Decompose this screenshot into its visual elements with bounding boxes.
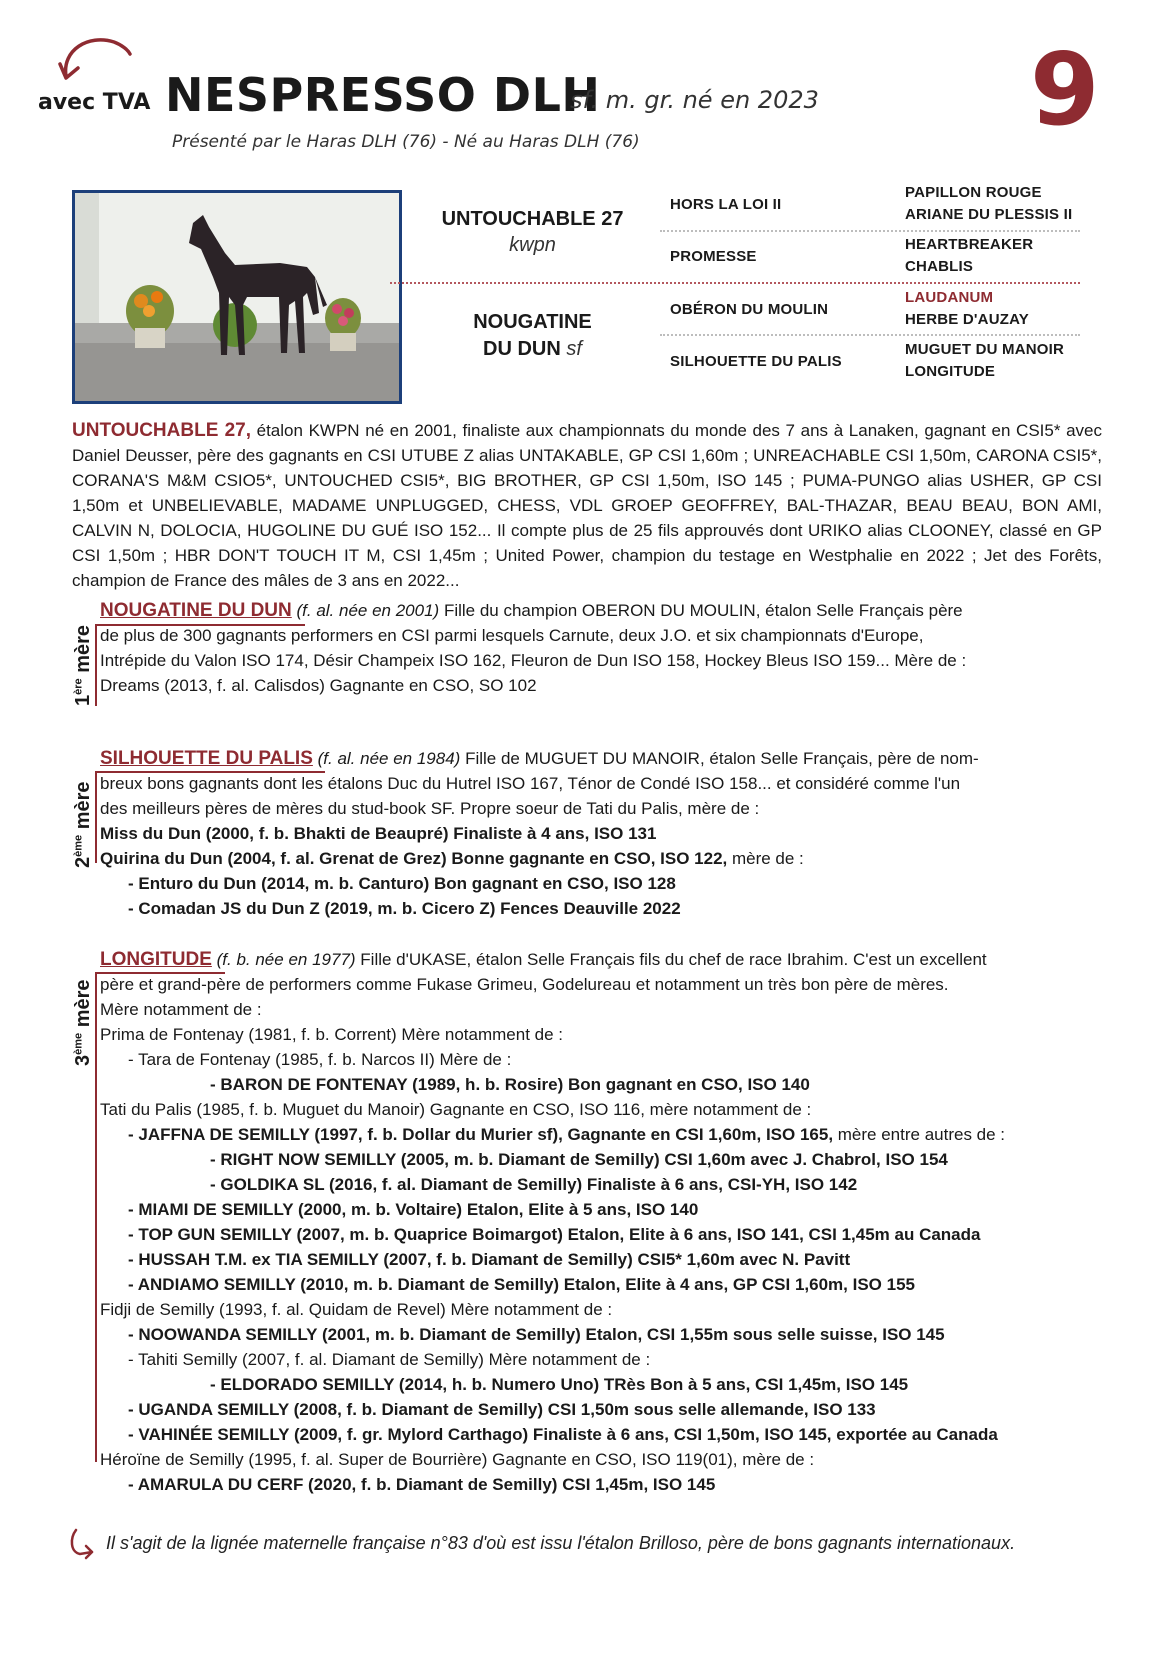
dam3-offspring: - RIGHT NOW SEMILLY (2005, m. b. Diamant de Semilly) CSI 1,60m avec J. Chabrol, ISO 154 [210,1150,948,1169]
dam3-section [100,947,1110,1497]
dam-dam: SILHOUETTE DU PALIS [670,353,842,370]
dam-studbook: sf [566,338,582,360]
dam3-label-sup: ème [72,1032,85,1055]
dam3-offspring: - JAFFNA DE SEMILLY (1997, f. b. Dollar du Murier sf), Gagnante en CSI 1,60m, ISO 165, [128,1125,834,1144]
dam1-label-word: mère [72,624,94,679]
dam3-line10 [100,1172,1110,1197]
dam3-offspring: - AMARULA DU CERF (2020, f. b. Diamant de Semilly) CSI 1,45m, ISO 145 [128,1475,716,1494]
dam-name-line2 [410,338,655,361]
pedigree-table [410,184,1110,410]
dam3-line3: Mère notamment de : [100,1000,262,1019]
dam3-line9 [100,1147,1110,1172]
dam3-offspring: - BARON DE FONTENAY (1989, h. b. Rosire) Bon gagnant en CSO, ISO 140 [210,1075,810,1094]
g3-ds-s: LAUDANUM [905,289,994,306]
dam3-line1 [100,947,1110,972]
dam3-line18 [100,1372,1110,1397]
hook-arrow-icon [68,1528,96,1560]
dam3-line11 [100,1197,1110,1222]
dam3-line22 [100,1472,1110,1497]
horse-description: sf. m. gr. né en 2023 [570,86,819,114]
horse-photo-illustration [75,193,399,401]
dam2-label-num: 2 [72,856,94,868]
sire-sire-parents [905,182,1072,226]
dam3-label [72,979,95,1066]
g3-sd-d: CHABLIS [905,258,974,275]
dam3-label-word: mère [72,979,94,1033]
sire-name: UNTOUCHABLE 27 [441,208,624,230]
dam2-line6 [100,871,1110,896]
sire-dam: PROMESSE [670,248,757,265]
dam2-offspring: - Enturo du Dun (2014, m. b. Canturo) Bon gagnant en CSO, ISO 128 [128,874,676,893]
dam-sire: OBÉRON DU MOULIN [670,301,829,318]
dam3-line21: Héroïne de Semilly (1995, f. al. Super de Bourrière) Gagnante en CSO, ISO 119(01), mère de : [100,1450,815,1469]
g3-dd-d: LONGITUDE [905,363,996,380]
dam2-name: SILHOUETTE DU PALIS [100,748,313,769]
horse-photo [72,190,402,404]
divider [390,282,1080,284]
dam3-line5: - Tara de Fontenay (1985, f. b. Narcos II) Mère de : [128,1050,512,1069]
dam3-line20 [100,1422,1110,1447]
dam1-line4: Dreams (2013, f. al. Calisdos) Gagnante en CSO, SO 102 [100,676,537,695]
dam2-offspring: - Comadan JS du Dun Z (2019, m. b. Cicero Z) Fences Deauville 2022 [128,899,681,918]
lot-number: 9 [1030,31,1100,148]
dam2-intro: (f. al. née en 1984) [317,749,461,768]
dam3-l8-rest: mère entre autres de : [833,1125,1006,1144]
dam3-offspring: - HUSSAH T.M. ex TIA SEMILLY (2007, f. b. Diamant de Semilly) CSI5* 1,60m avec N. Pavitt [128,1250,851,1269]
dam1-line1 [100,598,1110,623]
g3-sd-s: HEARTBREAKER [905,236,1034,253]
tva-label: avec TVA [38,90,151,115]
dam1-label [72,625,95,706]
footer-note: Il s'agit de la lignée maternelle française n°83 d'où est issu l'étalon Brilloso, père de bons gagnants internationaux. [106,1533,1016,1553]
g3-ss-d: ARIANE DU PLESSIS II [905,206,1073,223]
dam2-l1-rest: Fille de MUGUET DU MANOIR, étalon Selle Français, père de nom- [460,749,979,768]
dam2-label-word: mère [72,781,94,835]
header [0,0,1166,160]
dam3-offspring: - VAHINÉE SEMILLY (2009, f. gr. Mylord Carthago) Finaliste à 6 ans, CSI 1,50m, ISO 145, exportée au Canada [128,1425,998,1444]
dam3-offspring: - NOOWANDA SEMILLY (2001, m. b. Diamant de Semilly) Etalon, CSI 1,55m sous selle suisse, ISO 145 [128,1325,945,1344]
dam3-name: LONGITUDE [100,949,212,970]
dam2-l5-rest: mère de : [727,849,804,868]
horse-name: NESPRESSO DLH [165,68,601,122]
sire-para-title: UNTOUCHABLE 27, [72,420,251,441]
dam1-l1-rest: Fille du champion OBERON DU MOULIN, étalon Selle Français père [439,601,963,620]
sire-description [72,418,1102,593]
sire-para-text: étalon KWPN né en 2001, finaliste aux championnats du monde des 7 ans à Lanaken, gagnant en CSI5* avec Daniel Deusser, père des gagnants en CSI UTUBE Z alias UNTAKABLE, GP CSI 1,60m ; UNREACHABLE CSI 1,50m, CARONA CSI5*, CORANA'S M&M CSIO5*, UNTOUCHED CSI5*, BIG BROTHER, GP CSI 1,50m, ISO 145 ; PUMA-PUNGO alias USHER, GP CSI 1,50m et UNBELIEVABLE, MADAME UNPLUGGED, CHESS, VDL GROEP GEOFFREY, BAL-THAZAR, BEAU BEAU, BON AMI, CALVIN N, DOLOCIA, HUGOLINE DU GUÉ ISO 152... Il compte plus de 25 fils approuvés dont URIKO alias CLOONEY, classé en GP CSI 1,50m ; HBR DON'T TOUCH IT M, CSI 1,45m ; United Power, champion du testage en Westphalie en 2022 ; Jet des Forêts, champion de France des mâles de 3 ans en 2022... [72,421,1102,590]
dam1-line3: Intrépide du Valon ISO 174, Désir Champeix ISO 162, Fleuron de Dun ISO 158, Hockey Bleus ISO 159... Mère de : [100,651,967,670]
dam3-line12 [100,1222,1110,1247]
dam3-line4: Prima de Fontenay (1981, f. b. Corrent) Mère notamment de : [100,1025,563,1044]
dam3-l1-rest: Fille d'UKASE, étalon Selle Français fils du chef de race Ibrahim. C'est un excellent [355,950,987,969]
dam3-line13 [100,1247,1110,1272]
dam3-line15: Fidji de Semilly (1993, f. al. Quidam de Revel) Mère notamment de : [100,1300,613,1319]
dam3-offspring: - ANDIAMO SEMILLY (2010, m. b. Diamant de Semilly) Etalon, Elite à 4 ans, GP CSI 1,60m, ISO 155 [128,1275,915,1294]
sire-dam-parents [905,234,1033,278]
g3-dd-s: MUGUET DU MANOIR [905,341,1065,358]
dam-dam-parents [905,339,1064,383]
dam2-line2: breux bons gagnants dont les étalons Duc du Hutrel ISO 167, Ténor de Condé ISO 158... et considéré comme l'un [100,774,961,793]
dam3-intro: (f. b. née en 1977) [216,950,356,969]
divider [660,230,1080,232]
presenter-line: Présenté par le Haras DLH (76) - Né au Haras DLH (76) [172,132,640,152]
dam1-line2: de plus de 300 gagnants performers en CSI parmi lesquels Carnute, deux J.O. et six championnats d'Europe, [100,626,924,645]
dam3-offspring: - ELDORADO SEMILLY (2014, h. b. Numero Uno) TRès Bon à 5 ans, CSI 1,45m, ISO 145 [210,1375,909,1394]
dam3-offspring: - UGANDA SEMILLY (2008, f. b. Diamant de Semilly) CSI 1,50m sous selle allemande, ISO 133 [128,1400,876,1419]
sire-sire: HORS LA LOI II [670,196,782,213]
dam3-line16 [100,1322,1110,1347]
dam2-line1 [100,746,1110,771]
dam1-label-sup: ère [72,678,85,695]
dam2-line4 [100,821,1110,846]
dam2-section [100,746,1110,921]
dam2-label-sup: ème [72,834,85,857]
g3-ss-s: PAPILLON ROUGE [905,184,1042,201]
dam1-label-num: 1 [72,694,94,706]
dam1-section [100,598,1110,698]
divider [660,334,1080,336]
dam1-name: NOUGATINE DU DUN [100,600,292,621]
dam1-intro: (f. al. née en 2001) [296,601,440,620]
dam3-line17: - Tahiti Semilly (2007, f. al. Diamant de Semilly) Mère notamment de : [128,1350,651,1369]
dam2-line7 [100,896,1110,921]
dam-name-line1: NOUGATINE [473,311,592,333]
dam2-offspring: Quirina du Dun (2004, f. al. Grenat de Grez) Bonne gagnante en CSO, ISO 122, [100,849,728,868]
g3-ds-d: HERBE D'AUZAY [905,311,1029,328]
dam3-line14 [100,1272,1110,1297]
dam-name-part2: DU DUN [483,338,561,360]
dam2-line3: des meilleurs pères de mères du stud-book SF. Propre soeur de Tati du Palis, mère de : [100,799,760,818]
dam3-line8 [100,1122,1110,1147]
dam-sire-parents [905,287,1029,331]
dam3-line19 [100,1397,1110,1422]
dam3-line6 [100,1072,1110,1097]
dam2-label [72,781,95,868]
sire-studbook: kwpn [509,234,556,256]
dam3-offspring: - MIAMI DE SEMILLY (2000, m. b. Voltaire) Etalon, Elite à 5 ans, ISO 140 [128,1200,699,1219]
dam3-label-num: 3 [72,1054,94,1066]
dam2-offspring: Miss du Dun (2000, f. b. Bhakti de Beaupré) Finaliste à 4 ans, ISO 131 [100,824,657,843]
dam3-offspring: - TOP GUN SEMILLY (2007, m. b. Quaprice Boimargot) Etalon, Elite à 6 ans, ISO 141, CSI 1,45m au Canada [128,1225,981,1244]
curved-arrow-icon [58,28,138,84]
dam2-line5 [100,846,1110,871]
dam3-line2: père et grand-père de performers comme Fukase Grimeu, Godelureau et notamment un très bon père de mères. [100,975,949,994]
dam3-offspring: - GOLDIKA SL (2016, f. al. Diamant de Semilly) Finaliste à 6 ans, CSI-YH, ISO 142 [210,1175,858,1194]
dam3-line7: Tati du Palis (1985, f. b. Muguet du Manoir) Gagnante en CSO, ISO 116, mère notamment de : [100,1100,812,1119]
